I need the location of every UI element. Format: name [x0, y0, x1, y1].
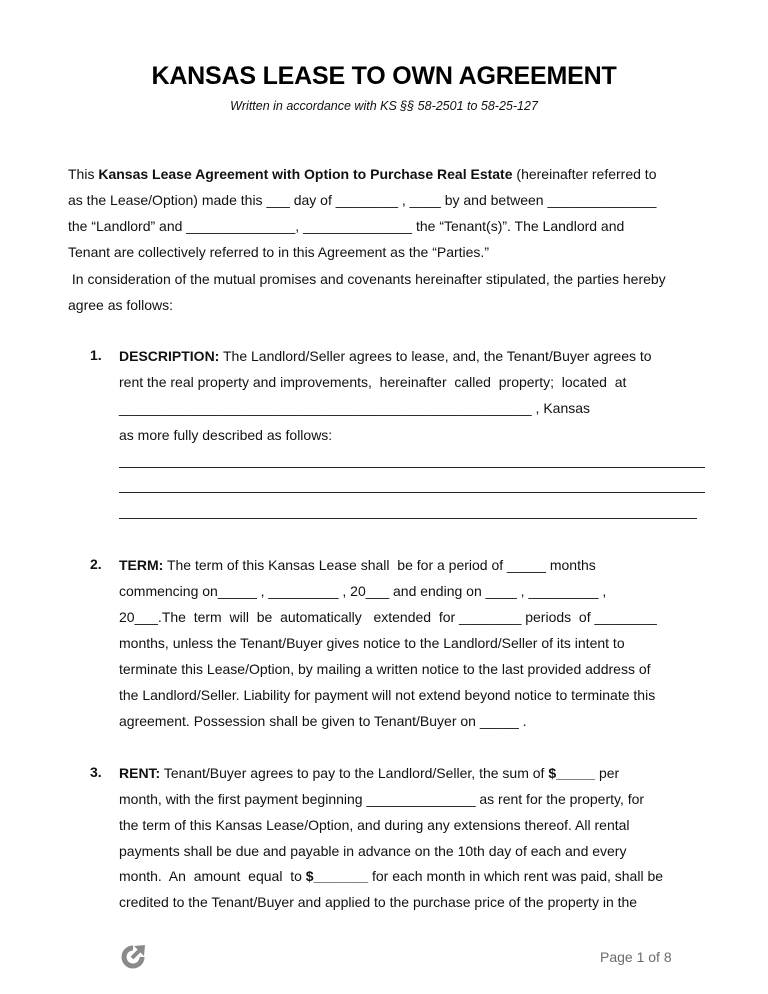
credit-amount-blank[interactable]: $_______	[305, 868, 369, 884]
section-3-line-4: payments shall be due and payable in advance on the 10th day of each and every	[119, 843, 627, 859]
intro-line-1	[68, 165, 656, 183]
section-text: per	[595, 765, 620, 781]
section-3-line-1	[119, 764, 619, 782]
section-1-line-3: _____________________________________________________ , Kansas	[119, 400, 591, 416]
intro-bold-title: Kansas Lease Agreement with Option to Purchase Real Estate	[98, 166, 513, 182]
section-1-line-4: as more fully described as follows:	[119, 427, 333, 443]
section-3-line-2: month, with the first payment beginning ______________ as rent for the property, for	[119, 791, 645, 807]
section-text: month. An amount equal to	[119, 868, 306, 884]
intro-line-6: agree as follows:	[68, 297, 174, 313]
intro-text: This	[68, 166, 99, 182]
description-blank-line-3[interactable]	[119, 518, 697, 519]
section-1-line-1	[119, 347, 652, 365]
section-heading: DESCRIPTION:	[119, 348, 220, 364]
section-text: for each month in which rent was paid, shall be	[368, 868, 664, 884]
intro-line-2: as the Lease/Option) made this ___ day of ________ , ____ by and between ______________	[68, 192, 657, 208]
section-2-line-5: terminate this Lease/Option, by mailing a written notice to the last provided address of	[119, 661, 651, 677]
section-text: Tenant/Buyer agrees to pay to the Landlord/Seller, the sum of	[160, 765, 549, 781]
document-subtitle: Written in accordance with KS §§ 58-2501 to 58-25-127	[230, 99, 538, 113]
section-number: 1.	[90, 347, 102, 363]
section-3-line-6: credited to the Tenant/Buyer and applied to the purchase price of the property in the	[119, 894, 638, 910]
section-2-line-2: commencing on_____ , _________ , 20___ and ending on ____ , _________ ,	[119, 583, 607, 599]
intro-text: (hereinafter referred to	[512, 166, 657, 182]
description-blank-line-1[interactable]	[119, 467, 705, 468]
section-2-line-6: the Landlord/Seller. Liability for payment will not extend beyond notice to terminate this	[119, 687, 656, 703]
rent-amount-blank[interactable]: $_____	[548, 765, 596, 781]
section-2-line-3: 20___.The term will be automatically extended for ________ periods of ________	[119, 609, 657, 625]
section-number: 2.	[90, 556, 102, 572]
section-2-line-7: agreement. Possession shall be given to Tenant/Buyer on _____ .	[119, 713, 527, 729]
section-heading: TERM:	[119, 557, 164, 573]
section-1-line-2: rent the real property and improvements, hereinafter called property; located at	[119, 374, 627, 390]
intro-line-4: Tenant are collectively referred to in this Agreement as the “Parties.”	[68, 244, 489, 260]
arrow-refresh-logo-icon	[119, 943, 147, 971]
intro-line-3: the “Landlord” and ______________, ______________ the “Tenant(s)”. The Landlord and	[68, 218, 625, 234]
section-text: The term of this Kansas Lease shall be for a period of _____ months	[163, 557, 596, 573]
section-3-line-5	[119, 867, 663, 885]
document-title: KANSAS LEASE TO OWN AGREEMENT	[151, 62, 617, 90]
section-2-line-4: months, unless the Tenant/Buyer gives notice to the Landlord/Seller of its intent to	[119, 635, 625, 651]
section-3-line-3: the term of this Kansas Lease/Option, and during any extensions thereof. All rental	[119, 817, 630, 833]
section-text: The Landlord/Seller agrees to lease, and, the Tenant/Buyer agrees to	[219, 348, 652, 364]
section-number: 3.	[90, 764, 102, 780]
intro-line-5: In consideration of the mutual promises and covenants hereinafter stipulated, the parties hereby	[68, 271, 666, 287]
section-heading: RENT:	[119, 765, 161, 781]
section-2-line-1	[119, 556, 596, 574]
page-number: Page 1 of 8	[600, 949, 672, 965]
description-blank-line-2[interactable]	[119, 492, 705, 493]
